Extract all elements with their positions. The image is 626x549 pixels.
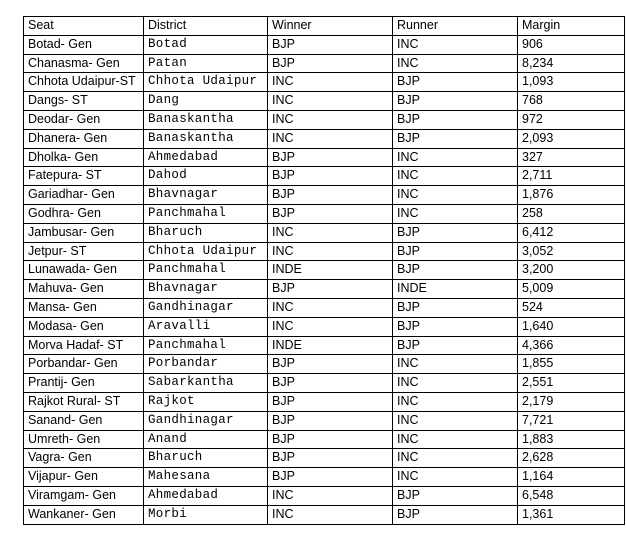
table-row bbox=[24, 54, 625, 73]
table-row bbox=[24, 374, 625, 393]
cell-runner: INC bbox=[393, 430, 518, 449]
cell-margin: 258 bbox=[518, 204, 625, 223]
cell-winner: BJP bbox=[268, 411, 393, 430]
cell-margin: 768 bbox=[518, 92, 625, 111]
cell-margin: 5,009 bbox=[518, 280, 625, 299]
cell-district: Panchmahal bbox=[144, 261, 268, 280]
cell-runner: INC bbox=[393, 392, 518, 411]
cell-runner: BJP bbox=[393, 336, 518, 355]
cell-district: Mahesana bbox=[144, 468, 268, 487]
header-seat: Seat bbox=[24, 17, 144, 36]
cell-winner: BJP bbox=[268, 468, 393, 487]
cell-district: Banaskantha bbox=[144, 129, 268, 148]
cell-margin: 524 bbox=[518, 298, 625, 317]
cell-margin: 6,548 bbox=[518, 486, 625, 505]
cell-district: Porbandar bbox=[144, 355, 268, 374]
cell-seat: Dholka- Gen bbox=[24, 148, 144, 167]
cell-winner: INC bbox=[268, 110, 393, 129]
table-row bbox=[24, 129, 625, 148]
table-row bbox=[24, 186, 625, 205]
cell-runner: INC bbox=[393, 355, 518, 374]
cell-seat: Deodar- Gen bbox=[24, 110, 144, 129]
cell-district: Chhota Udaipur bbox=[144, 242, 268, 261]
cell-margin: 1,640 bbox=[518, 317, 625, 336]
cell-runner: INC bbox=[393, 204, 518, 223]
cell-district: Ahmedabad bbox=[144, 148, 268, 167]
cell-seat: Sanand- Gen bbox=[24, 411, 144, 430]
cell-margin: 2,179 bbox=[518, 392, 625, 411]
cell-winner: INC bbox=[268, 73, 393, 92]
cell-district: Bharuch bbox=[144, 223, 268, 242]
cell-winner: BJP bbox=[268, 374, 393, 393]
cell-margin: 4,366 bbox=[518, 336, 625, 355]
cell-winner: BJP bbox=[268, 449, 393, 468]
cell-winner: INC bbox=[268, 505, 393, 524]
cell-district: Sabarkantha bbox=[144, 374, 268, 393]
cell-runner: INC bbox=[393, 411, 518, 430]
cell-runner: INC bbox=[393, 35, 518, 54]
cell-runner: INC bbox=[393, 54, 518, 73]
cell-runner: BJP bbox=[393, 486, 518, 505]
cell-seat: Vagra- Gen bbox=[24, 449, 144, 468]
cell-seat: Chanasma- Gen bbox=[24, 54, 144, 73]
table-row bbox=[24, 411, 625, 430]
cell-runner: BJP bbox=[393, 242, 518, 261]
cell-margin: 972 bbox=[518, 110, 625, 129]
cell-runner: BJP bbox=[393, 261, 518, 280]
table-row bbox=[24, 204, 625, 223]
cell-winner: BJP bbox=[268, 280, 393, 299]
cell-winner: INC bbox=[268, 298, 393, 317]
cell-district: Panchmahal bbox=[144, 336, 268, 355]
cell-district: Dahod bbox=[144, 167, 268, 186]
cell-margin: 327 bbox=[518, 148, 625, 167]
table-row bbox=[24, 148, 625, 167]
cell-district: Gandhinagar bbox=[144, 411, 268, 430]
cell-seat: Morva Hadaf- ST bbox=[24, 336, 144, 355]
cell-district: Dang bbox=[144, 92, 268, 111]
cell-runner: BJP bbox=[393, 223, 518, 242]
cell-seat: Lunawada- Gen bbox=[24, 261, 144, 280]
cell-seat: Modasa- Gen bbox=[24, 317, 144, 336]
cell-runner: BJP bbox=[393, 317, 518, 336]
table-row bbox=[24, 355, 625, 374]
cell-winner: INC bbox=[268, 129, 393, 148]
cell-margin: 2,628 bbox=[518, 449, 625, 468]
cell-seat: Botad- Gen bbox=[24, 35, 144, 54]
cell-winner: BJP bbox=[268, 430, 393, 449]
table-row bbox=[24, 167, 625, 186]
cell-margin: 7,721 bbox=[518, 411, 625, 430]
cell-margin: 8,234 bbox=[518, 54, 625, 73]
cell-runner: BJP bbox=[393, 298, 518, 317]
cell-seat: Mahuva- Gen bbox=[24, 280, 144, 299]
cell-runner: INC bbox=[393, 468, 518, 487]
cell-seat: Jambusar- Gen bbox=[24, 223, 144, 242]
table-row bbox=[24, 486, 625, 505]
cell-seat: Umreth- Gen bbox=[24, 430, 144, 449]
cell-seat: Chhota Udaipur-ST bbox=[24, 73, 144, 92]
cell-district: Ahmedabad bbox=[144, 486, 268, 505]
cell-margin: 2,711 bbox=[518, 167, 625, 186]
cell-district: Bhavnagar bbox=[144, 186, 268, 205]
header-winner: Winner bbox=[268, 17, 393, 36]
table-row bbox=[24, 392, 625, 411]
cell-district: Panchmahal bbox=[144, 204, 268, 223]
cell-seat: Gariadhar- Gen bbox=[24, 186, 144, 205]
cell-winner: INC bbox=[268, 317, 393, 336]
cell-runner: BJP bbox=[393, 110, 518, 129]
table-row bbox=[24, 449, 625, 468]
cell-seat: Dangs- ST bbox=[24, 92, 144, 111]
cell-runner: BJP bbox=[393, 129, 518, 148]
cell-margin: 1,883 bbox=[518, 430, 625, 449]
cell-winner: BJP bbox=[268, 204, 393, 223]
table-row bbox=[24, 468, 625, 487]
election-results-table bbox=[23, 16, 625, 525]
cell-seat: Fatepura- ST bbox=[24, 167, 144, 186]
table-row bbox=[24, 110, 625, 129]
cell-margin: 1,855 bbox=[518, 355, 625, 374]
cell-seat: Jetpur- ST bbox=[24, 242, 144, 261]
cell-winner: BJP bbox=[268, 148, 393, 167]
cell-district: Morbi bbox=[144, 505, 268, 524]
cell-district: Rajkot bbox=[144, 392, 268, 411]
cell-winner: INC bbox=[268, 92, 393, 111]
cell-runner: INDE bbox=[393, 280, 518, 299]
cell-runner: INC bbox=[393, 148, 518, 167]
cell-district: Bhavnagar bbox=[144, 280, 268, 299]
table-row bbox=[24, 298, 625, 317]
cell-seat: Viramgam- Gen bbox=[24, 486, 144, 505]
header-runner: Runner bbox=[393, 17, 518, 36]
cell-district: Botad bbox=[144, 35, 268, 54]
cell-margin: 3,200 bbox=[518, 261, 625, 280]
table-row bbox=[24, 92, 625, 111]
cell-district: Bharuch bbox=[144, 449, 268, 468]
cell-seat: Dhanera- Gen bbox=[24, 129, 144, 148]
cell-winner: BJP bbox=[268, 355, 393, 374]
table-row bbox=[24, 336, 625, 355]
header-row bbox=[24, 17, 625, 36]
cell-margin: 1,361 bbox=[518, 505, 625, 524]
cell-margin: 2,551 bbox=[518, 374, 625, 393]
cell-margin: 1,093 bbox=[518, 73, 625, 92]
cell-seat: Vijapur- Gen bbox=[24, 468, 144, 487]
cell-margin: 906 bbox=[518, 35, 625, 54]
cell-margin: 6,412 bbox=[518, 223, 625, 242]
cell-margin: 3,052 bbox=[518, 242, 625, 261]
cell-district: Anand bbox=[144, 430, 268, 449]
cell-winner: INDE bbox=[268, 336, 393, 355]
cell-winner: BJP bbox=[268, 54, 393, 73]
table-row bbox=[24, 505, 625, 524]
cell-district: Gandhinagar bbox=[144, 298, 268, 317]
table-row bbox=[24, 73, 625, 92]
table-row bbox=[24, 280, 625, 299]
cell-seat: Wankaner- Gen bbox=[24, 505, 144, 524]
cell-runner: INC bbox=[393, 186, 518, 205]
cell-winner: INC bbox=[268, 486, 393, 505]
cell-seat: Godhra- Gen bbox=[24, 204, 144, 223]
cell-margin: 1,164 bbox=[518, 468, 625, 487]
cell-winner: BJP bbox=[268, 186, 393, 205]
header-margin: Margin bbox=[518, 17, 625, 36]
cell-runner: INC bbox=[393, 449, 518, 468]
cell-runner: BJP bbox=[393, 505, 518, 524]
cell-winner: INC bbox=[268, 242, 393, 261]
cell-runner: INC bbox=[393, 374, 518, 393]
cell-seat: Rajkot Rural- ST bbox=[24, 392, 144, 411]
cell-runner: INC bbox=[393, 167, 518, 186]
cell-district: Chhota Udaipur bbox=[144, 73, 268, 92]
cell-winner: BJP bbox=[268, 167, 393, 186]
cell-runner: BJP bbox=[393, 73, 518, 92]
cell-seat: Porbandar- Gen bbox=[24, 355, 144, 374]
cell-district: Aravalli bbox=[144, 317, 268, 336]
cell-district: Patan bbox=[144, 54, 268, 73]
cell-seat: Prantij- Gen bbox=[24, 374, 144, 393]
cell-margin: 2,093 bbox=[518, 129, 625, 148]
table-row bbox=[24, 261, 625, 280]
cell-winner: BJP bbox=[268, 392, 393, 411]
table-row bbox=[24, 430, 625, 449]
table-row bbox=[24, 242, 625, 261]
cell-winner: INC bbox=[268, 223, 393, 242]
table-row bbox=[24, 223, 625, 242]
cell-district: Banaskantha bbox=[144, 110, 268, 129]
header-district: District bbox=[144, 17, 268, 36]
table-row bbox=[24, 35, 625, 54]
cell-seat: Mansa- Gen bbox=[24, 298, 144, 317]
table-row bbox=[24, 317, 625, 336]
cell-winner: BJP bbox=[268, 35, 393, 54]
cell-winner: INDE bbox=[268, 261, 393, 280]
cell-runner: BJP bbox=[393, 92, 518, 111]
cell-margin: 1,876 bbox=[518, 186, 625, 205]
